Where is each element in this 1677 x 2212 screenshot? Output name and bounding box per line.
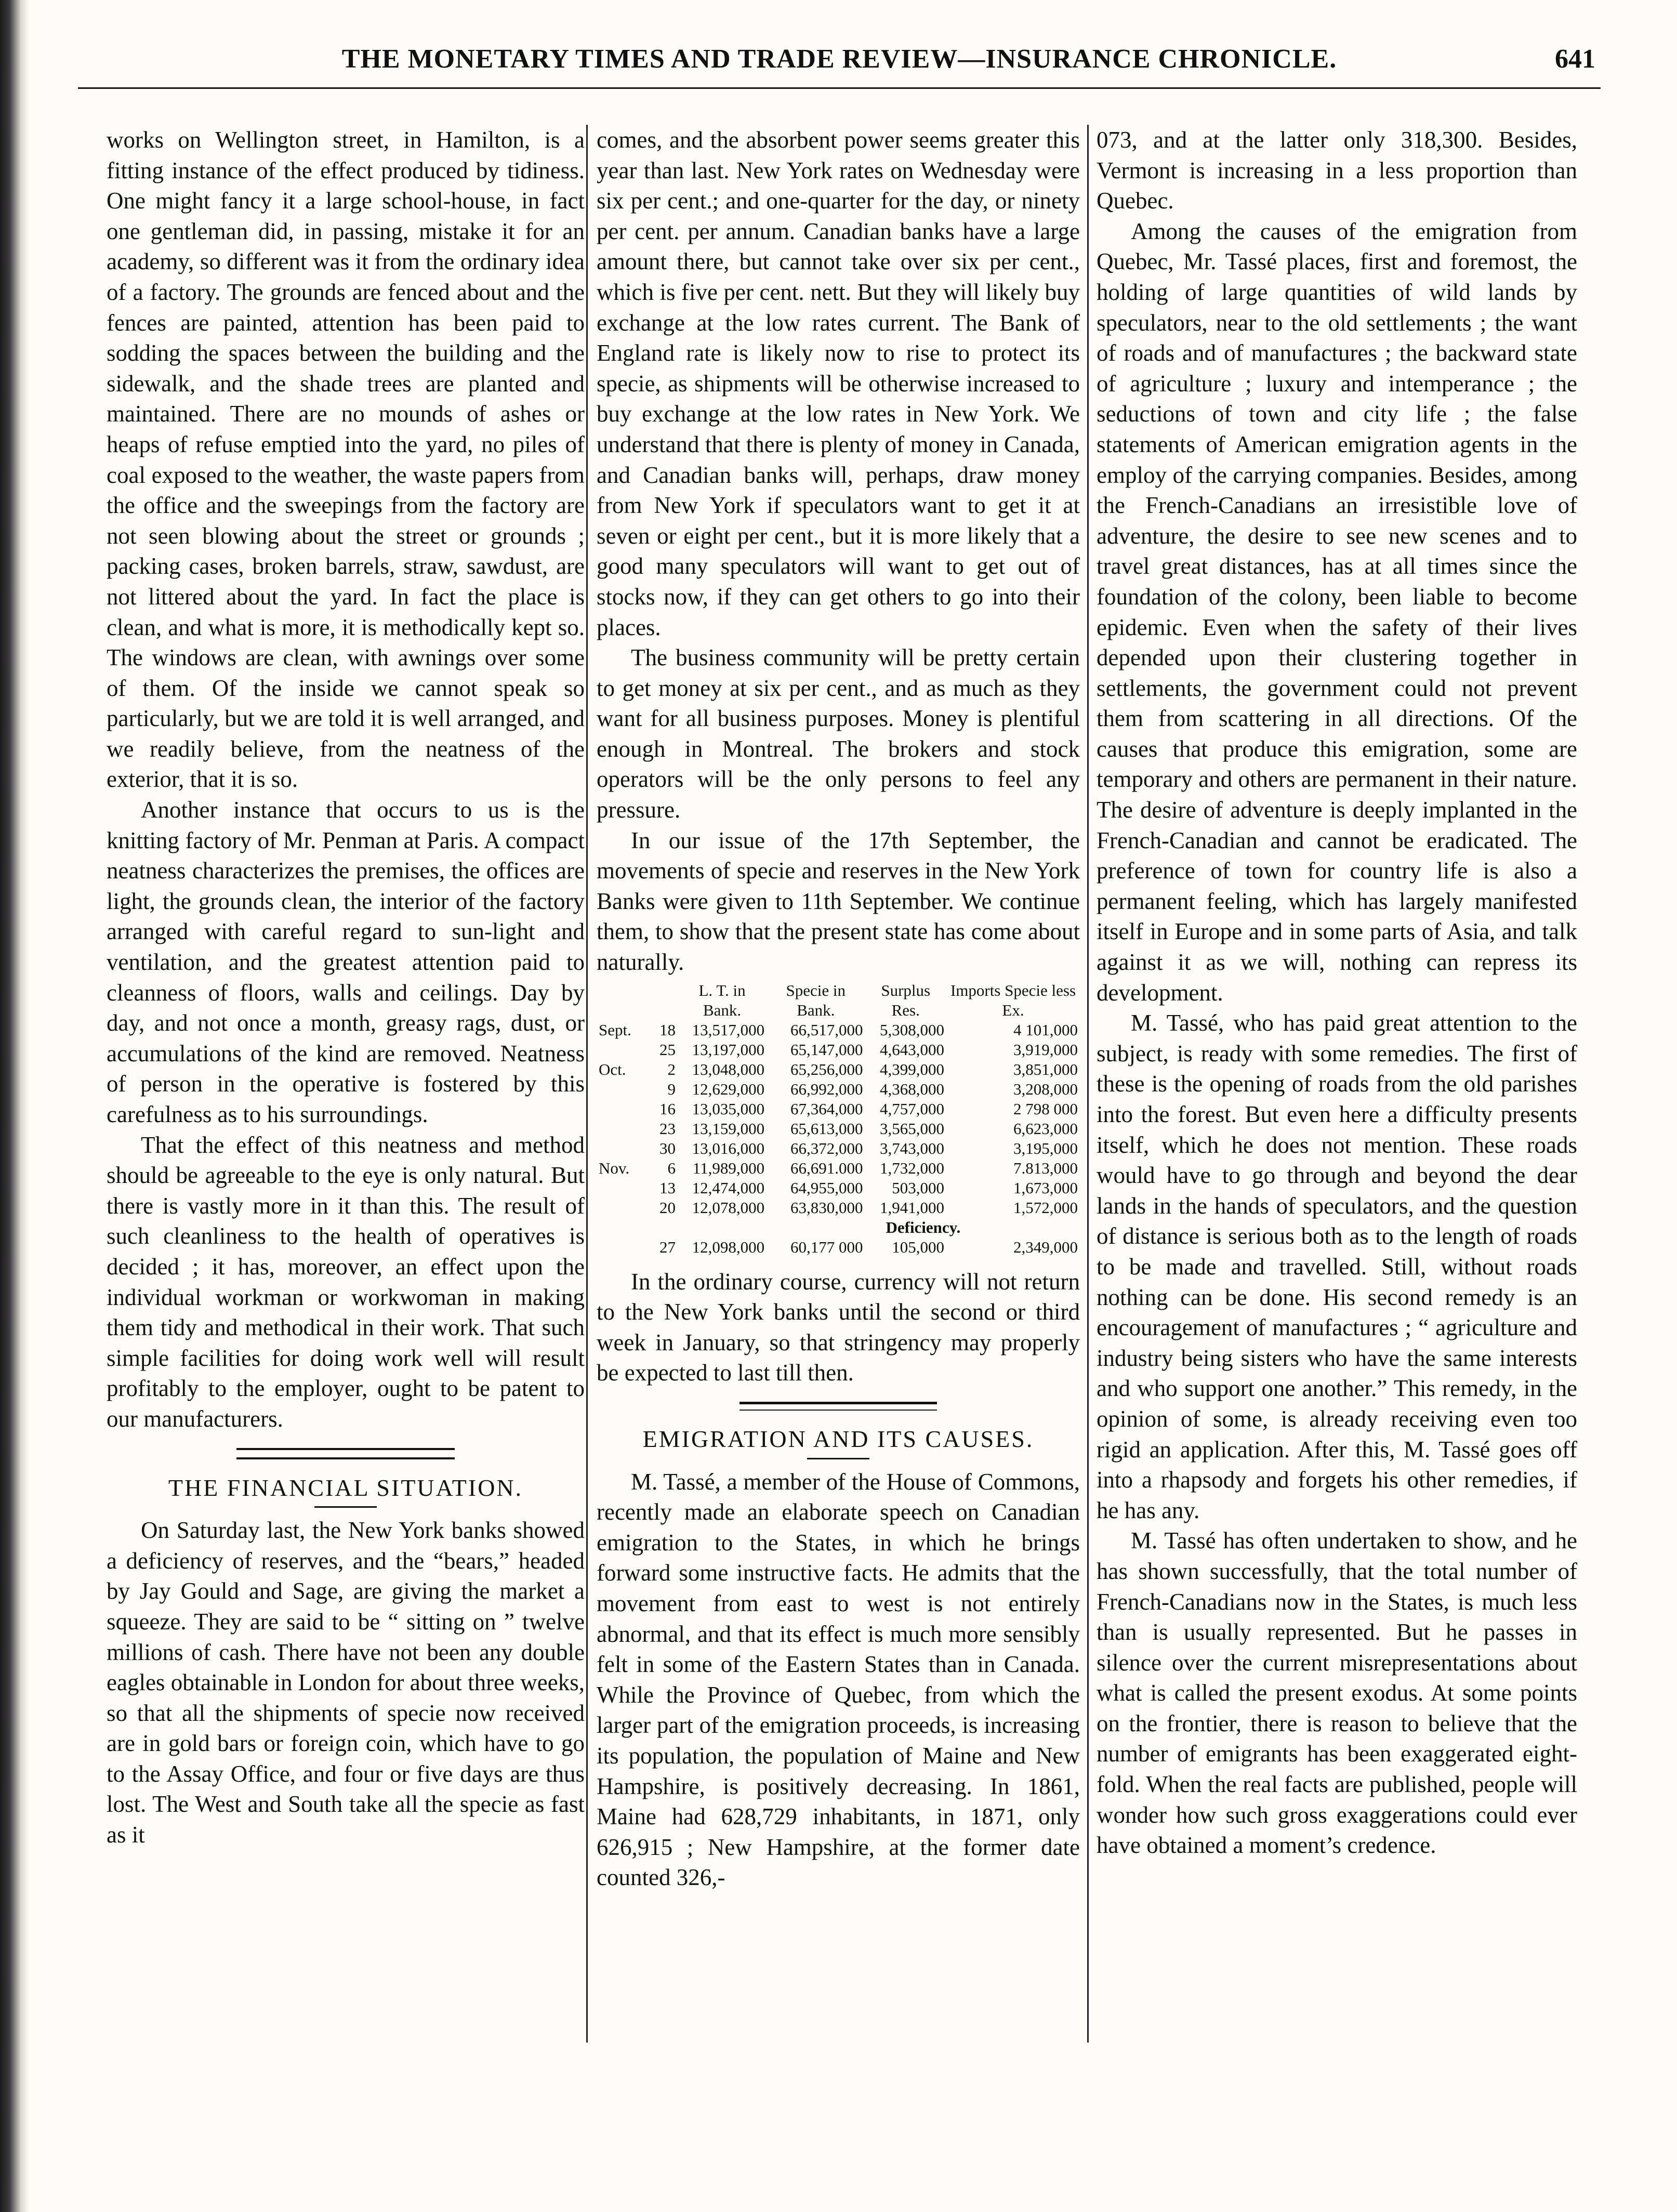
- paragraph: Another instance that occurs to us is the knitting factory of Mr. Penman at Paris. A compact neatness characterizes the premises, the offices are light, the grounds clean, the interior of the factory arranged with careful regard to sun-light and ventilation, and the greatest attention paid to cleanness of floors, walls and ceilings. Day by day, and not once a month, greasy rags, dust, or accumulations of the kind are removed. Neatness of person in the operative is fostered by this carefulness as to his surroundings.: [107, 797, 585, 1127]
- table-cell: 20: [659, 1198, 676, 1217]
- table-header-row: [597, 981, 1080, 1020]
- table-cell: [597, 1079, 642, 1099]
- heading-underline: [314, 1506, 377, 1508]
- paragraph: That the effect of this neatness and method should be agreeable to the eye is only natural. But there is vastly more in it than this. The result of such cleanliness to the health of operatives is decided ; it has, moreover, an effect upon the individual workman or workwoman in making them tidy and methodical in their work. That such simple facilities for doing work well will result profitably to the employer, ought to be patent to our manufacturers.: [107, 1131, 585, 1432]
- column-rule-left: [586, 125, 588, 2043]
- table-cell: 65,147,000: [790, 1040, 863, 1059]
- section-divider: [740, 1402, 937, 1411]
- table-cell: 1,732,000: [879, 1158, 944, 1177]
- column-3: [1097, 125, 1577, 1861]
- column-1: [107, 125, 585, 1850]
- table-cell: 63,830,000: [790, 1198, 863, 1217]
- table-cell: 66,992,000: [790, 1079, 863, 1098]
- paragraph: The business community will be pretty certain to get money at six per cent., and as much as they want for all business purposes. Money is plentiful enough in Montreal. The brokers and stock operators will be the only persons to feel any pressure.: [597, 644, 1080, 823]
- paragraph: Among the causes of the emigration from Quebec, Mr. Tassé places, first and foremost, the holding of large quantities of wild lands by speculators, near to the old settlements ; the want of roads and of manufactures ; the backward state of agriculture ; luxury and intemperance ; the seductions of town and city life ; the false statements of American emigration agents in the employ of the carrying companies. Besides, among the French-Canadians an irresistible love of adventure, the desire to see new scenes and to travel great distances, has at all times since the foundation of the colony, been liable to become epidemic. Even when the safety of their lives depended upon their clustering together in settlements, the government could not prevent them from scattering in all directions. Of the causes that produce this emigration, some are temporary and others are permanent in their nature. The desire of adventure is deeply implanted in the French-Canadian and cannot be eradicated. The preference of town for country life is also a permanent feeling, which has largely manifested itself in Europe and in some parts of Asia, and talk against it as we will, nothing can repress its development.: [1097, 218, 1577, 1006]
- table-cell: 5,308,000: [879, 1020, 944, 1039]
- table-cell: [597, 1119, 642, 1139]
- table-cell: 60,177 000: [790, 1237, 863, 1256]
- table-row: [597, 1020, 1080, 1040]
- table-cell: 18: [659, 1020, 676, 1039]
- table-cell: 66,691.000: [790, 1158, 863, 1177]
- table-header: Surplus Res.: [881, 981, 931, 1019]
- table-row: [597, 1178, 1080, 1198]
- table-cell: 1,673,000: [1013, 1178, 1078, 1197]
- table-cell: 3,851,000: [1013, 1060, 1078, 1078]
- column-2: [597, 125, 1080, 1893]
- deficiency-label: Deficiency.: [886, 1218, 961, 1236]
- table-cell: 12,098,000: [692, 1237, 765, 1256]
- table-cell: [597, 1099, 642, 1119]
- page-binding-edge: [0, 0, 29, 2212]
- table-cell: Nov.: [599, 1158, 630, 1177]
- table-cell: 7.813,000: [1013, 1158, 1078, 1177]
- section-divider: [236, 1448, 455, 1459]
- table-cell: 25: [659, 1040, 676, 1059]
- table-row: [597, 1139, 1080, 1158]
- table-cell: 4,368,000: [879, 1079, 944, 1098]
- table-cell: 13,197,000: [692, 1040, 765, 1059]
- table-row: [597, 1099, 1080, 1119]
- paragraph: On Saturday last, the New York banks showed a deficiency of reserves, and the “bears,” headed by Jay Gould and Sage, are giving the market a squeeze. They are said to be “ sitting on ” twelve millions of cash. There have not been any double eagles obtainable in London for about three weeks, so that all the shipments of specie now received are in gold bars or foreign coin, which have to go to the Assay Office, and four or five days are thus lost. The West and South take all the specie as fast as it: [107, 1517, 585, 1848]
- table-row: [597, 1119, 1080, 1139]
- table-cell: 65,613,000: [790, 1119, 863, 1138]
- table-cell: 27: [659, 1237, 676, 1256]
- table-cell: 3,208,000: [1013, 1079, 1078, 1098]
- table-cell: Sept.: [599, 1020, 631, 1039]
- table-cell: 3,919,000: [1013, 1040, 1078, 1059]
- table-cell: 12,629,000: [692, 1079, 765, 1098]
- table-cell: [597, 1139, 642, 1158]
- paragraph: In the ordinary course, currency will not return to the New York banks until the second or third week in January, so that stringency may properly be expected to last till then.: [597, 1268, 1080, 1386]
- table-cell: 2,349,000: [1013, 1237, 1078, 1256]
- table-cell: 13,517,000: [692, 1020, 765, 1039]
- table-cell: 4,757,000: [879, 1099, 944, 1118]
- table-cell: 4 101,000: [1013, 1020, 1078, 1039]
- table-cell: 16: [659, 1099, 676, 1118]
- table-cell: 64,955,000: [790, 1178, 863, 1197]
- table-row: [597, 1040, 1080, 1060]
- table-cell: 66,372,000: [790, 1139, 863, 1157]
- paragraph: M. Tassé, who has paid great attention to the subject, is ready with some remedies. The first of these is the opening of roads from the old parishes into the forest. But even here a difficulty presents itself, which he does not mention. These roads would have to go through and beyond the dear lands in the hands of speculators, and the question of distance is serious both as to the length of roads to be made and travelled. Still, without roads nothing can be done. His second remedy is an encouragement of manufactures ; “ agriculture and industry being sisters who have the same interests and who support one another.” This remedy, in the opinion of some, is already receiving even too rigid an application. After this, M. Tassé goes off into a rhapsody and forgets his other remedies, if he has any.: [1097, 1010, 1577, 1523]
- heading-underline: [807, 1458, 869, 1459]
- table-cell: 3,565,000: [879, 1119, 944, 1138]
- page-header: [78, 41, 1601, 89]
- paragraph: works on Wellington street, in Hamilton, is a fitting instance of the effect produced by tidiness. One might fancy it a large school-house, in fact one gentleman did, in passing, mistake it for an academy, so different was it from the ordinary idea of a factory. The grounds are fenced about and the fences are painted, attention has been paid to sodding the spaces between the building and the sidewalk, and the shade trees are planted and maintained. There are no mounds of ashes or heaps of refuse emptied into the yard, no piles of coal exposed to the weather, the waste papers from the office and the sweepings from the factory are not seen blowing about the street or grounds ; packing cases, broken barrels, straw, sawdust, are not littered about the yard. In fact the place is clean, and what is more, it is methodically kept so. The windows are clean, with awnings over some of them. Of the inside we cannot speak so particularly, but we are told it is well arranged, and we readily believe, from the neatness of the exterior, that it is so.: [107, 127, 585, 793]
- table-cell: 12,474,000: [692, 1178, 765, 1197]
- table-cell: 13,048,000: [692, 1060, 765, 1078]
- table-header: [597, 981, 642, 1020]
- paragraph: M. Tassé, a member of the House of Commons, recently made an elaborate speech on Canadian emigration to the States, in which he brings forward some instructive facts. He admits that the movement from east to west is not entirely abnormal, and that its effect is much more sensibly felt in some of the Eastern States than in Canada. While the Province of Quebec, from which the larger part of the emigration proceeds, is increasing its population, the population of Maine and New Hampshire, is positively decreasing. In 1861, Maine had 628,729 inhabitants, in 1871, only 626,915 ; New Hampshire, at the former date counted 326,-: [597, 1468, 1080, 1891]
- table-cell: 6,623,000: [1013, 1119, 1078, 1138]
- table-cell: 13: [659, 1178, 676, 1197]
- page-number: 641: [1555, 44, 1595, 74]
- table-cell: 4,399,000: [879, 1060, 944, 1078]
- section-heading-financial: THE FINANCIAL SITUATION.: [168, 1474, 523, 1501]
- section-heading-emigration: EMIGRATION AND ITS CAUSES.: [642, 1426, 1034, 1452]
- table-row: [597, 1079, 1080, 1099]
- table-row: [597, 1060, 1080, 1079]
- table-cell: 1,941,000: [879, 1198, 944, 1217]
- table-cell: 2: [667, 1060, 676, 1078]
- table-cell: 9: [667, 1079, 676, 1098]
- column-rule-right: [1087, 125, 1089, 2043]
- table-cell: 67,364,000: [790, 1099, 863, 1118]
- table-cell: 23: [659, 1119, 676, 1138]
- table-cell: 3,195,000: [1013, 1139, 1078, 1157]
- paragraph: 073, and at the latter only 318,300. Besides, Vermont is increasing in a less proportion than Quebec.: [1097, 127, 1577, 214]
- table-cell: [597, 1178, 642, 1198]
- table-header: Specie in Bank.: [786, 981, 846, 1019]
- table-cell: [597, 1237, 642, 1257]
- table-header: [642, 981, 678, 1020]
- table-cell: 13,159,000: [692, 1119, 765, 1138]
- table-cell: 3,743,000: [879, 1139, 944, 1157]
- table-cell: 2 798 000: [1013, 1099, 1078, 1118]
- paragraph: comes, and the absorbent power seems greater this year than last. New York rates on Wednesday were six per cent.; and one-quarter for the day, or ninety per cent. per annum. Canadian banks have a large amount there, but cannot take over six per cent., which is five per cent. nett. But they will likely buy exchange at the low rates current. The Bank of England rate is likely now to rise to protect its specie, as shipments will be otherwise increased to buy exchange at the low rates in New York. We understand that there is plenty of money in Canada, and Canadian banks will, perhaps, draw money from New York if speculators want to get it at seven or eight per cent., but it is more likely that a good many speculators will want to get out of stocks now, if they can get others to go into their places.: [597, 127, 1080, 640]
- table-cell: 13,016,000: [692, 1139, 765, 1157]
- table-cell: 4,643,000: [879, 1040, 944, 1059]
- table-cell: 105,000: [892, 1237, 944, 1256]
- table-cell: 65,256,000: [790, 1060, 863, 1078]
- table-cell: 30: [659, 1139, 676, 1157]
- table-cell: 6: [667, 1158, 676, 1177]
- deficiency-label-row: [597, 1218, 1080, 1237]
- table-row: [597, 1158, 1080, 1178]
- table-cell: [597, 1040, 642, 1060]
- running-title: THE MONETARY TIMES AND TRADE REVIEW—INSURANCE CHRONICLE.: [341, 44, 1337, 74]
- specie-reserves-table: [597, 981, 1080, 1257]
- table-cell: 12,078,000: [692, 1198, 765, 1217]
- table-cell: 13,035,000: [692, 1099, 765, 1118]
- table-row: [597, 1237, 1080, 1257]
- table-cell: 66,517,000: [790, 1020, 863, 1039]
- table-cell: [597, 1198, 642, 1218]
- table-header: L. T. in Bank.: [698, 981, 746, 1019]
- table-header: Imports Specie less Ex.: [950, 981, 1076, 1019]
- table-row: [597, 1198, 1080, 1218]
- table-cell: 1,572,000: [1013, 1198, 1078, 1217]
- table-cell: Oct.: [599, 1060, 626, 1078]
- paragraph: In our issue of the 17th September, the movements of specie and reserves in the New York Banks were given to 11th September. We continue them, to show that the present state has come about naturally.: [597, 827, 1080, 976]
- table-cell: 503,000: [892, 1178, 944, 1197]
- paragraph: M. Tassé has often undertaken to show, and he has shown successfully, that the total number of French-Canadians now in the States, is much less than is usually represented. But he passes in silence over the current misrepresentations about what is called the present exodus. At some points on the frontier, there is reason to believe that the number of emigrants has been exaggerated eight-fold. When the real facts are published, people will wonder how such gross exaggerations could ever have obtained a moment’s credence.: [1097, 1528, 1577, 1859]
- table-cell: 11,989,000: [692, 1158, 765, 1177]
